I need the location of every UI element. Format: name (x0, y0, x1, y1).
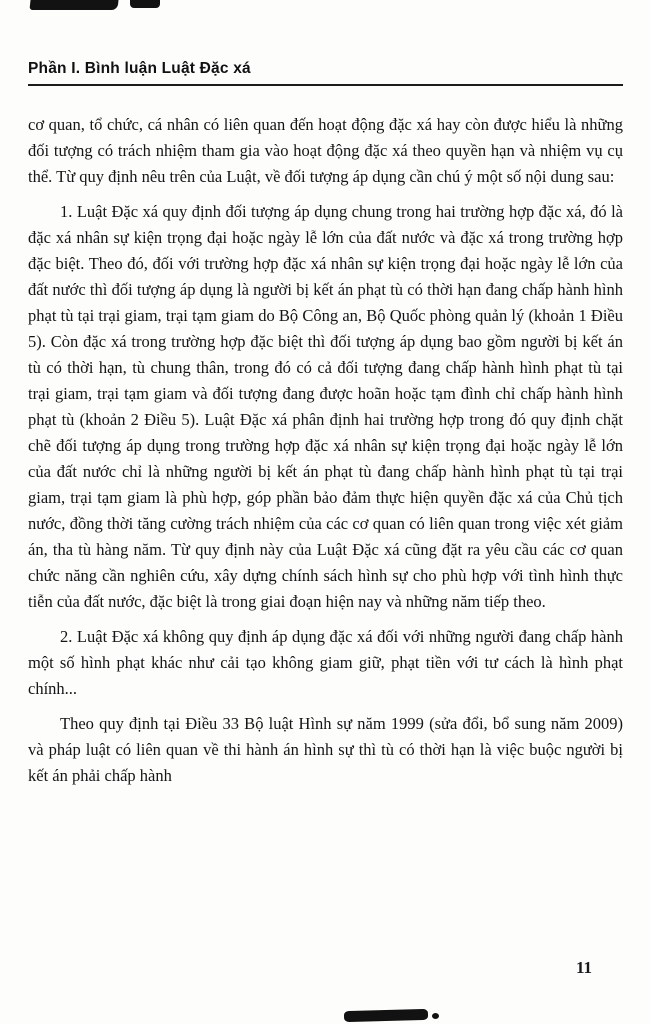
body-text (28, 112, 623, 789)
page-number: 11 (575, 958, 592, 977)
scan-artifact-bottom (344, 1009, 428, 1022)
scan-artifact-top-left (29, 0, 118, 10)
paragraph: 1. Luật Đặc xá quy định đối tượng áp dụng chung trong hai trường hợp đặc xá, đó là đặc xá nhân sự kiện trọng đại hoặc ngày lễ lớn của đất nước và đặc xá trong trường hợp đặc biệt. Theo đó, đối với trường hợp đặc xá nhân sự kiện trọng đại hoặc ngày lễ lớn của đất nước thì đối tượng áp dụng là người bị kết án phạt tù có thời hạn đang chấp hành hình phạt tù tại trại giam, trại tạm giam do Bộ Công an, Bộ Quốc phòng quản lý (khoản 1 Điều 5). Còn đặc xá trong trường hợp đặc biệt thì đối tượng áp dụng bao gồm người bị kết án tù có thời hạn, tù chung thân, trong đó có cả đối tượng đang chấp hành hình phạt tù tại trại giam, trại tạm giam và đối tượng đang được hoãn hoặc tạm đình chỉ chấp hành hình phạt tù (khoản 2 Điều 5). Luật Đặc xá phân định hai trường hợp trong đó quy định chặt chẽ đối tượng áp dụng trong trường hợp đặc xá nhân sự kiện trọng đại hoặc ngày lễ lớn của đất nước chỉ là những người bị kết án phạt tù đang chấp hành hình phạt tù tại trại giam, trại tạm giam là phù hợp, góp phần bảo đảm thực hiện quyền đặc xá của Chủ tịch nước, đồng thời tăng cường trách nhiệm của các cơ quan có liên quan trong việc xét giảm án, tha tù hàng năm. Từ quy định này của Luật Đặc xá cũng đặt ra yêu cầu các cơ quan chức năng cần nghiên cứu, xây dựng chính sách hình sự cho phù hợp với tình hình thực tiễn của đất nước, đặc biệt là trong giai đoạn hiện nay và những năm tiếp theo. (28, 202, 623, 611)
paragraph: Theo quy định tại Điều 33 Bộ luật Hình sự năm 1999 (sửa đổi, bổ sung năm 2009) và pháp luật có liên quan về thi hành án hình sự thì tù có thời hạn là việc buộc người bị kết án phải chấp hành (28, 714, 623, 785)
running-head: Phần I. Bình luận Luật Đặc xá (28, 60, 251, 77)
paragraph: cơ quan, tổ chức, cá nhân có liên quan đến hoạt động đặc xá hay còn được hiểu là những đối tượng có trách nhiệm tham gia vào hoạt động đặc xá theo quyền hạn và nhiệm vụ cụ thể. Từ quy định nêu trên của Luật, về đối tượng áp dụng cần chú ý một số nội dung sau: (28, 115, 623, 186)
scan-artifact-top-left-2 (130, 0, 160, 8)
paragraph: 2. Luật Đặc xá không quy định áp dụng đặc xá đối với những người đang chấp hành một số hình phạt khác như cải tạo không giam giữ, phạt tiền với tư cách là hình phạt chính... (28, 627, 623, 698)
scan-artifact-bottom-dot (432, 1013, 439, 1019)
header-rule (28, 84, 623, 86)
